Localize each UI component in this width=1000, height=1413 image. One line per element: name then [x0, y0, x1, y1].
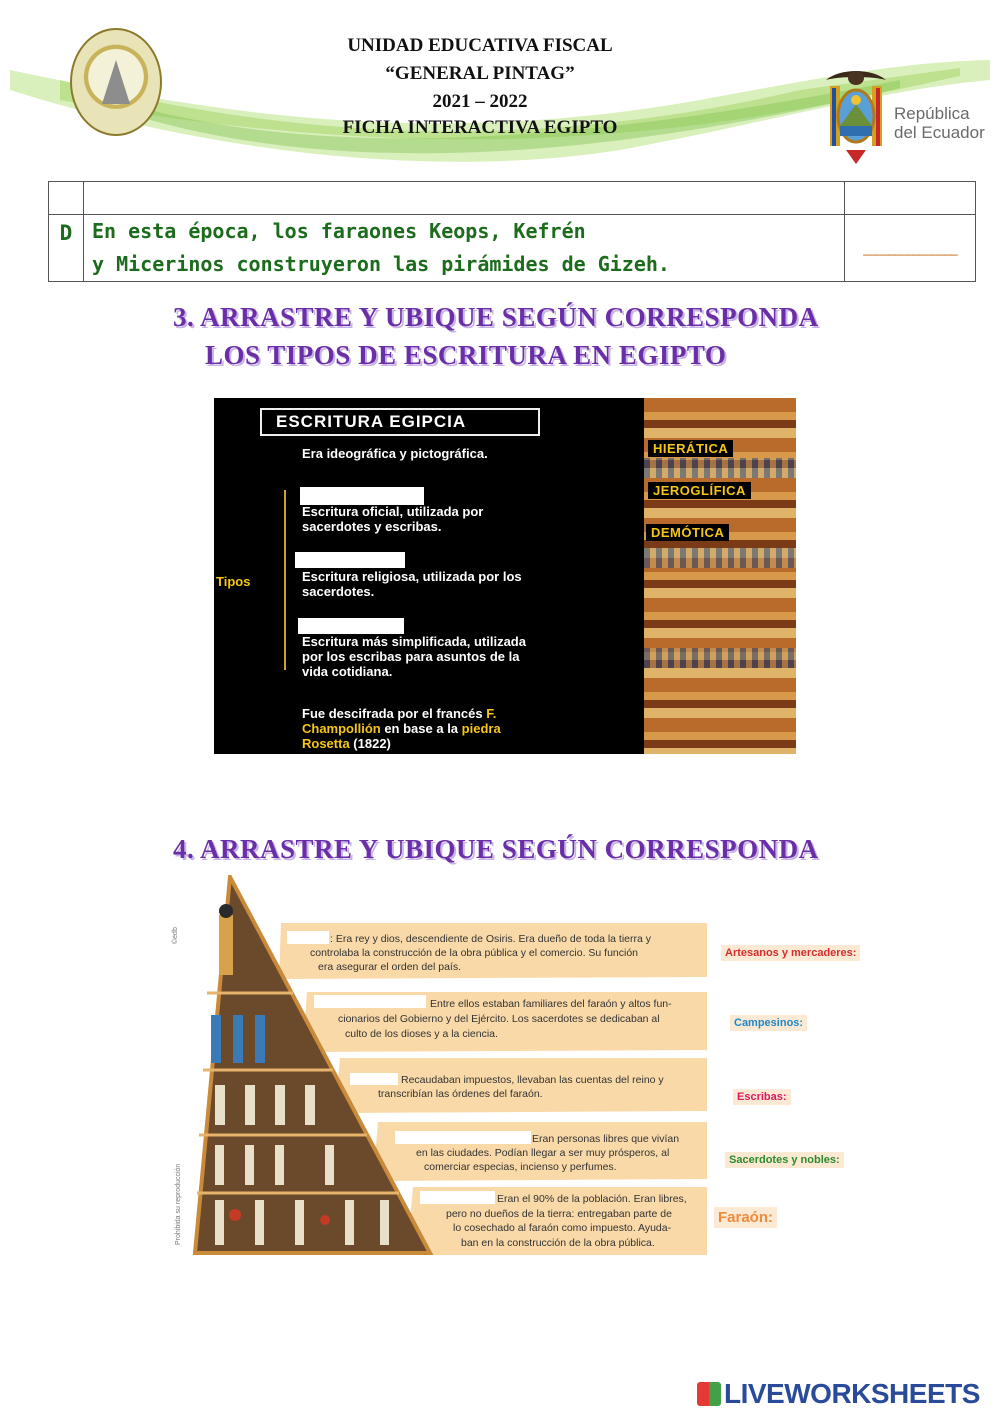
section4-title: 4. ARRASTRE Y UBIQUE SEGÚN CORRESPONDA [173, 834, 819, 864]
row-letter: D [49, 215, 84, 282]
table-row [49, 215, 976, 282]
type2-desc-line: Escritura religiosa, utilizada por los [302, 569, 522, 584]
row-statement-line: En esta época, los faraones Keops, Kefrén [92, 219, 586, 243]
level3-line: transcribían las órdenes del faraón. [378, 1088, 543, 1100]
level1-line: era asegurar el orden del país. [318, 961, 462, 973]
type1-desc [302, 504, 483, 534]
level1-line: controlaba la construcción de la obra pública y el comercio. Su función [310, 947, 639, 959]
egyptian-writing-image [214, 398, 796, 754]
drop-zone-level5[interactable] [420, 1191, 495, 1204]
type3-desc-line: vida cotidiana. [302, 664, 393, 679]
footnote-text: en base a la [380, 721, 462, 736]
drop-zone-level2[interactable] [314, 995, 426, 1008]
level2-line: culto de los dioses y a la ciencia. [345, 1028, 498, 1040]
table-row [49, 182, 976, 215]
row-statement [84, 215, 845, 282]
footnote-highlight: Champollión [302, 721, 381, 736]
drag-option-escribas[interactable]: Escribas: [733, 1089, 791, 1105]
drag-option-demotica[interactable]: DEMÓTICA [646, 524, 729, 541]
drag-option-artesanos-mercaderes[interactable]: Artesanos y mercaderes: [721, 945, 860, 961]
type3-desc-line: Escritura más simplificada, utilizada [302, 634, 526, 649]
drag-option-campesinos[interactable]: Campesinos: [730, 1015, 807, 1031]
empty-cell [49, 182, 84, 215]
drag-option-faraon[interactable]: Faraón: [714, 1207, 777, 1228]
drop-zone-level1[interactable] [287, 931, 329, 944]
section3-subtitle: LOS TIPOS DE ESCRITURA EN EGIPTO [205, 340, 727, 370]
footnote-highlight: piedra [461, 721, 501, 736]
writing-heading: ESCRITURA EGIPCIA [276, 412, 467, 431]
drop-zone-type2[interactable] [295, 552, 405, 568]
type3-desc-line: por los escribas para asuntos de la [302, 649, 520, 664]
answer-dropdown[interactable]: _______________ [845, 215, 976, 282]
section3-title: 3. ARRASTRE Y UBIQUE SEGÚN CORRESPONDA [173, 302, 819, 332]
reproduction-notice: Prohibida su reproducción [175, 1163, 182, 1245]
liveworksheets-icon [697, 1382, 721, 1406]
footnote-text: (1822) [349, 736, 391, 751]
question-table [48, 181, 976, 282]
writing-intro: Era ideográfica y pictográfica. [302, 446, 488, 461]
types-label: Tipos [216, 574, 251, 589]
type3-desc [302, 634, 526, 679]
level4-line: en las ciudades. Podían llegar a ser muy prósperos, al [416, 1147, 670, 1159]
brand-text: LIVEWORKSHEETS [724, 1378, 980, 1409]
level1-line: : Era rey y dios, descendiente de Osiris. Era dueño de toda la tierra y [330, 933, 652, 945]
footnote-text: Fue descifrada por el francés [302, 706, 487, 721]
footnote-line [302, 706, 501, 721]
footnote-line [302, 721, 501, 736]
drag-option-hieratica[interactable]: HIERÁTICA [648, 440, 733, 457]
copyright-mark: ©edb [172, 927, 179, 944]
drop-zone-level3[interactable] [350, 1073, 398, 1085]
drag-option-sacerdotes-nobles[interactable]: Sacerdotes y nobles: [725, 1152, 844, 1168]
school-seal-logo [70, 28, 162, 136]
drop-zone-level4[interactable] [395, 1131, 531, 1144]
drag-option-jeroglifica[interactable]: JEROGLÍFICA [648, 482, 751, 499]
school-name-quoted: “GENERAL PINTAG” [385, 63, 575, 84]
level3-line: Recaudaban impuestos, llevaban las cuentas del reino y [401, 1074, 664, 1086]
row-statement-line: y Micerinos construyeron las pirámides de Gizeh. [92, 252, 670, 276]
ecuador-coat-of-arms-icon [820, 66, 892, 166]
worksheet-title: FICHA INTERACTIVA EGIPTO [342, 117, 618, 138]
footnote-highlight: Rosetta [302, 736, 350, 751]
type2-desc [302, 569, 522, 599]
type1-desc-line: sacerdotes y escribas. [302, 519, 442, 534]
liveworksheets-logo [697, 1378, 980, 1410]
types-brace [284, 490, 286, 670]
type1-desc-line: Escritura oficial, utilizada por [302, 504, 484, 519]
level5-line: Eran el 90% de la población. Eran libres, [497, 1193, 687, 1205]
school-name: UNIDAD EDUCATIVA FISCAL [347, 35, 613, 56]
level5-line: pero no dueños de la tierra: entregaban parte de [446, 1208, 672, 1220]
footnote-highlight: F. [486, 706, 497, 721]
republica-del-ecuador-logo-text [894, 104, 985, 142]
level4-line: comerciar especias, incienso y perfumes. [424, 1161, 617, 1173]
footnote-line [302, 736, 501, 751]
writing-footnote [302, 706, 501, 751]
del-ecuador-text: del Ecuador [894, 123, 985, 142]
level5-line: lo cosechado al faraón como impuesto. Ayuda- [453, 1222, 672, 1234]
empty-cell [84, 182, 845, 215]
level2-line: Entre ellos estaban familiares del faraón y altos fun- [430, 998, 672, 1010]
drop-zone-type3[interactable] [298, 618, 404, 634]
school-year: 2021 – 2022 [432, 91, 528, 112]
level4-line: Eran personas libres que vivían [532, 1133, 680, 1145]
level2-line: cionarios del Gobierno y del Ejército. Los sacerdotes se dedicaban al [338, 1013, 660, 1025]
empty-cell [845, 182, 976, 215]
level5-line: ban en la construcción de la obra pública. [461, 1237, 655, 1249]
type2-desc-line: sacerdotes. [302, 584, 375, 599]
drop-zone-type1[interactable] [300, 487, 424, 505]
republica-text: República [894, 104, 970, 123]
